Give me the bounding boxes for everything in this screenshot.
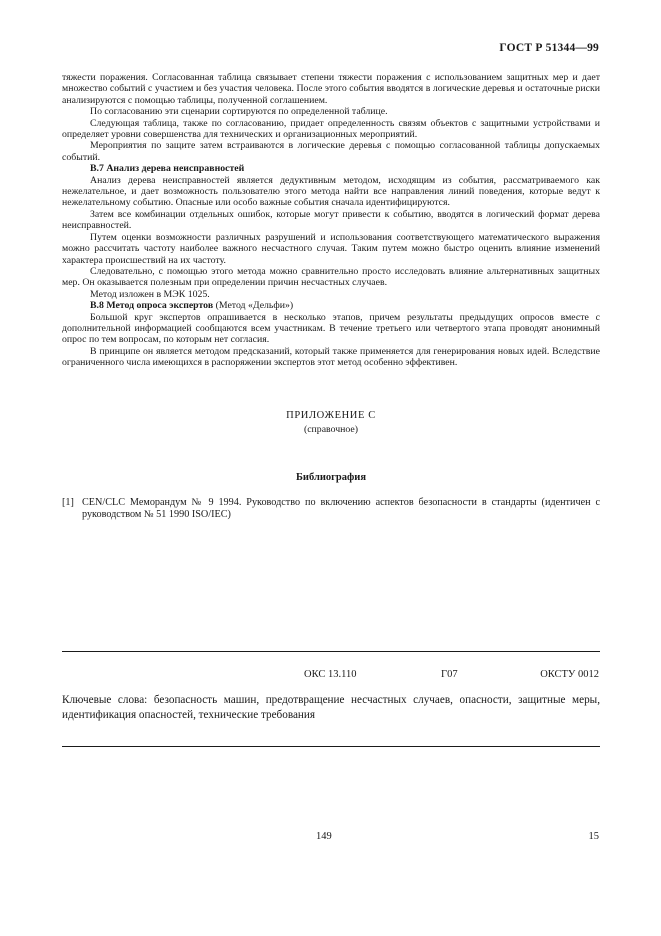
paragraph: Следующая таблица, также по согласованию, придает определенность связям объектов с защитными устройствами и определяет уровни совершенства для технических и организационных мероприятий.: [62, 117, 600, 141]
paragraph: Метод изложен в МЭК 1025.: [90, 288, 210, 300]
appendix-title: ПРИЛОЖЕНИЕ С: [286, 410, 376, 421]
paragraph: Мероприятия по защите затем встраиваются в логические деревья с помощью согласованной таблицы допускаемых событий.: [62, 140, 600, 163]
section-heading-b8: [62, 300, 600, 311]
page-number-center: 149: [316, 831, 332, 842]
divider-bottom: [62, 746, 600, 747]
paragraph: По согласованию эти сценарии сортируются по определенной таблице.: [90, 106, 388, 118]
bibliography-title: Библиография: [295, 472, 367, 483]
okstu-code: ОКСТУ 0012: [540, 669, 599, 680]
section-heading-b8-paren: (Метод «Дельфи»): [215, 300, 294, 312]
keywords: Ключевые слова: безопасность машин, предотвращение несчастных случаев, опасности, защитные меры, идентификация опасностей, технические требования: [62, 694, 600, 721]
paragraph: Следовательно, с помощью этого метода можно сравнительно просто исследовать влияние альтернативных защитных мер. Он оказывается полезным при определении причин несчастных случаев.: [62, 265, 600, 289]
paragraph: тяжести поражения. Согласованная таблица связывает степени тяжести поражения с использованием защитных мер и дает множество событий с участием и без участия человека. После этого события вводятся в логические деревья и остаточные риски анализируются с помощью таблицы, полученной соглашением.: [62, 72, 600, 106]
paragraph: Затем все комбинации отдельных ошибок, которые могут привести к событию, вводятся в логический формат дерева неисправностей.: [62, 208, 600, 232]
bibliography-entry-number: [1]: [62, 497, 74, 508]
standard-header: ГОСТ Р 51344—99: [499, 42, 599, 54]
paragraph: Большой круг экспертов опрашивается в несколько этапов, причем результаты предыдущих опросов вместе с дополнительной информацией сообщаются всем участникам. В течение третьего или четвертого этапа проводят анонимный опрос по тем вопросам, по которым нет согласия.: [62, 311, 600, 346]
divider-top: [62, 651, 600, 652]
page-number-right: 15: [588, 831, 599, 842]
bibliography-entry-text: CEN/CLC Меморандум № 9 1994. Руководство по включению аспектов безопасности в стандарты (идентичен с руководством № 51 1990 ISO/IEC): [82, 497, 600, 521]
group-code: Г07: [441, 669, 458, 680]
paragraph: В принципе он является методом предсказаний, который также применяется для генерирования новых идей. Вследствие ограниченного числа имеющихся в распоряжении экспертов этот метод особенно эффективен.: [62, 345, 600, 369]
paragraph: Путем оценки возможности различных разрушений и использования соответствующего математического выражения можно рассчитать частоту наиболее важного несчастного случая. Таким путем можно быстро оценить влияние изменений характера происшествий на их частоту.: [62, 231, 600, 266]
body-text: [62, 72, 600, 369]
bibliography-entry: [62, 497, 600, 521]
section-heading-b8-title: В.8 Метод опроса экспертов: [90, 300, 214, 312]
section-heading-b7: В.7 Анализ дерева неисправностей: [90, 163, 245, 175]
paragraph: Анализ дерева неисправностей является дедуктивным методом, исходящим из события, рассматриваемого как нежелательное, и дает возможность пользователю этого метода найти все направления линий поведения, которые ведут к нежелательному событию. Опасные или особо важные события сначала идентифицируются.: [62, 174, 600, 209]
appendix-subtitle: (справочное): [303, 424, 359, 435]
okc-code: ОКС 13.110: [304, 669, 357, 680]
